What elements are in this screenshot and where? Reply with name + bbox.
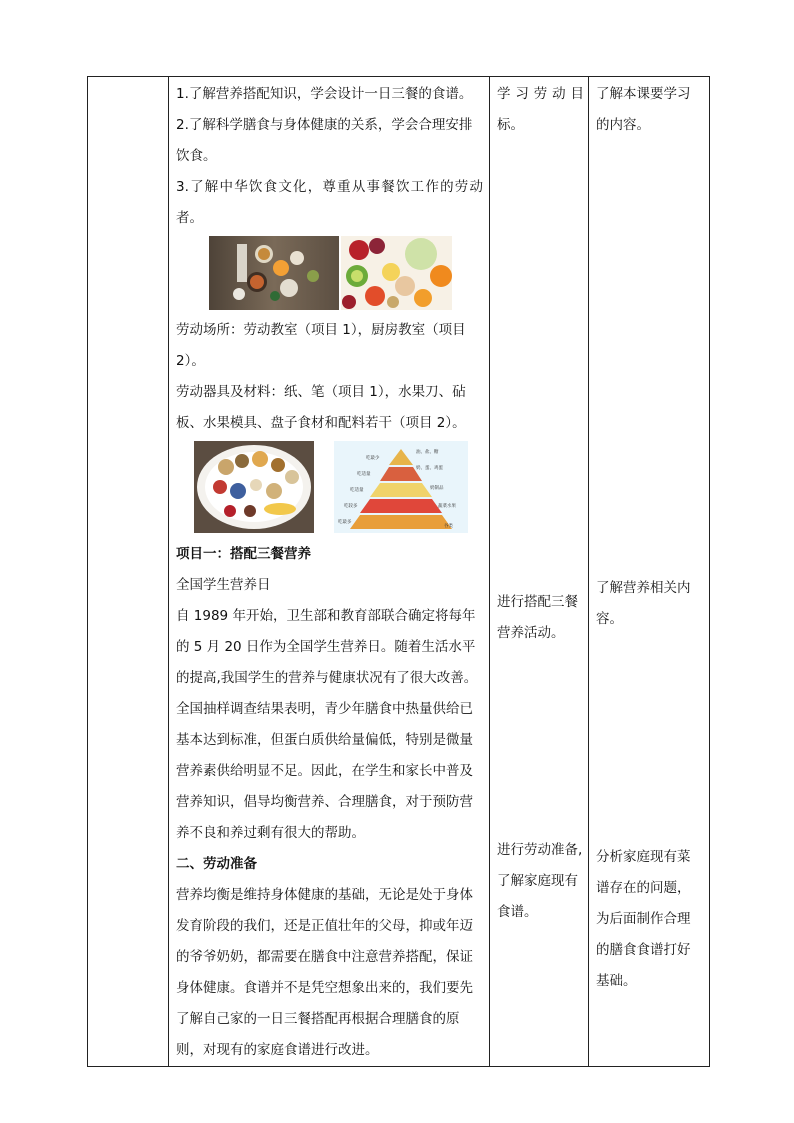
pyramid-label: 吃最少 bbox=[366, 456, 380, 461]
section2-line: 身体健康。食谱并不是凭空想象出来的，我们要先 bbox=[176, 980, 473, 996]
project1-line: 全国抽样调查结果表明，青少年膳食中热量供给已 bbox=[176, 701, 473, 717]
section2-line: 发育阶段的我们，还是正值壮年的父母，抑或年迈 bbox=[176, 918, 473, 934]
section2-line: 营养均衡是维持身体健康的基础，无论是处于身体 bbox=[176, 887, 473, 903]
project1-line: 营养素供给明显不足。因此，在学生和家长中普及 bbox=[176, 763, 473, 779]
activity-text: 进行搭配三餐 bbox=[497, 594, 578, 610]
activity-text: 食谱。 bbox=[497, 904, 538, 920]
intent-text: 基础。 bbox=[596, 973, 637, 989]
intent-text: 分析家庭现有菜 bbox=[596, 849, 691, 865]
project1-line: 基本达到标准，但蛋白质供给量偏低，特别是微量 bbox=[176, 732, 473, 748]
project1-line: 的 5 月 20 日作为全国学生营养日。随着生活水平 bbox=[176, 639, 476, 655]
labor-tools-line: 劳动器具及材料：纸、笔（项目 1），水果刀、砧 bbox=[176, 384, 466, 400]
project1-line: 养不良和养过剩有很大的帮助。 bbox=[176, 825, 365, 841]
section2-line: 的爷爷奶奶，都需要在膳食中注意营养搭配，保证 bbox=[176, 949, 473, 965]
labor-tools-line: 板、水果模具、盘子食材和配料若干（项目 2）。 bbox=[176, 415, 466, 431]
activity-text: 学习劳动目标。 bbox=[497, 86, 584, 133]
goal-line: 饮食。 bbox=[176, 148, 217, 164]
pyramid-label: 蔬菜水果 bbox=[438, 504, 456, 509]
blank-column-cell bbox=[88, 77, 169, 1067]
pyramid-label: 奶制品 bbox=[430, 486, 444, 491]
intent-text: 了解本课要学习 bbox=[596, 86, 691, 102]
food-photo-strip bbox=[209, 236, 452, 310]
pyramid-label: 吃适量 bbox=[350, 488, 364, 493]
content-cell bbox=[169, 77, 490, 1067]
activity-text: 营养活动。 bbox=[497, 625, 565, 641]
section2-title: 二、劳动准备 bbox=[176, 856, 257, 872]
section2-line: 则，对现有的家庭食谱进行改进。 bbox=[176, 1042, 379, 1058]
intent-text: 了解营养相关内 bbox=[596, 580, 691, 596]
intent-text: 为后面制作合理 bbox=[596, 911, 691, 927]
section2-line: 了解自己家的一日三餐搭配再根据合理膳食的原 bbox=[176, 1011, 460, 1027]
pyramid-label: 奶、蛋、鸡蛋 bbox=[416, 466, 443, 471]
project1-title: 项目一：搭配三餐营养 bbox=[176, 546, 311, 562]
lesson-table bbox=[87, 76, 710, 1067]
goal-line: 2.了解科学膳食与身体健康的关系，学会合理安排 bbox=[176, 117, 473, 133]
intent-text: 的膳食食谱打好 bbox=[596, 942, 691, 958]
student-activity-cell bbox=[490, 77, 589, 1067]
activity-text: 了解家庭现有 bbox=[497, 873, 578, 889]
pyramid-label: 吃较多 bbox=[344, 504, 358, 509]
goal-line: 1.了解营养搭配知识，学会设计一日三餐的食谱。 bbox=[176, 86, 473, 102]
pyramid-label: 油、盐、糖 bbox=[416, 450, 439, 455]
project1-subtitle: 全国学生营养日 bbox=[176, 577, 271, 593]
intent-text: 容。 bbox=[596, 611, 623, 627]
intent-text: 谱存在的问题， bbox=[596, 880, 691, 896]
labor-place-line: 2）。 bbox=[176, 353, 205, 369]
nutrition-image-strip bbox=[194, 441, 468, 533]
project1-line: 自 1989 年开始，卫生部和教育部联合确定将每年 bbox=[176, 608, 476, 624]
project1-line: 营养知识，倡导均衡营养、合理膳食，对于预防营 bbox=[176, 794, 473, 810]
pyramid-label: 吃适量 bbox=[357, 472, 371, 477]
nutrition-images bbox=[176, 441, 483, 533]
pyramid-label: 吃最多 bbox=[338, 520, 352, 525]
goal-line: 3.了解中华饮食文化，尊重从事餐饮工作的劳动者。 bbox=[176, 179, 483, 226]
design-intent-cell bbox=[589, 77, 710, 1067]
intent-text: 的内容。 bbox=[596, 117, 650, 133]
pyramid-label: 谷类 bbox=[444, 524, 453, 529]
activity-text: 进行劳动准备, bbox=[497, 842, 583, 858]
labor-place-line: 劳动场所：劳动教室（项目 1），厨房教室（项目 bbox=[176, 322, 466, 338]
food-photos bbox=[176, 236, 483, 312]
project1-line: 的提高,我国学生的营养与健康状况有了很大改善。 bbox=[176, 670, 478, 686]
